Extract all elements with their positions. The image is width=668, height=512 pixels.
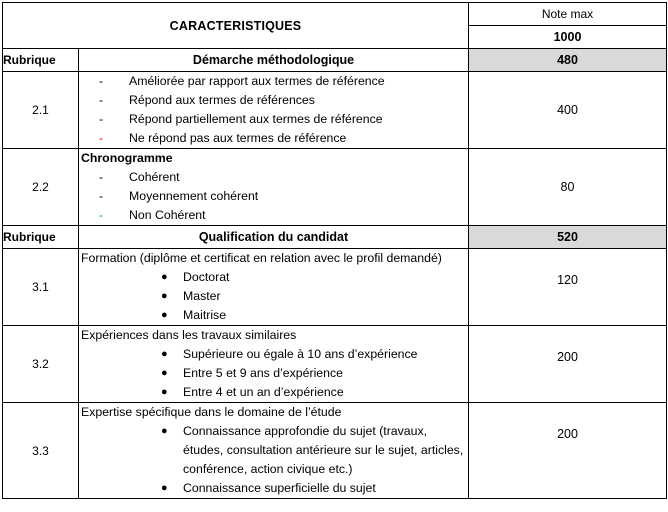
criteria-list-3-1 bbox=[79, 268, 468, 325]
row-number-2-2: 2.2 bbox=[3, 149, 79, 226]
dash-marker-icon: - bbox=[99, 170, 104, 184]
list-item bbox=[79, 268, 468, 287]
bullet-dot-icon: ● bbox=[161, 347, 168, 360]
table-row bbox=[3, 249, 667, 326]
criterion-text: Maitrise bbox=[183, 308, 227, 322]
row-number-2-1: 2.1 bbox=[3, 72, 79, 149]
row-lead-text-3-1: Formation (diplôme et certificat en relation avec le profil demandé) bbox=[81, 251, 442, 265]
bullet-dot-icon: ● bbox=[161, 289, 168, 302]
criteria-list-3-3 bbox=[79, 422, 468, 498]
list-item bbox=[79, 91, 468, 110]
list-item bbox=[79, 168, 468, 187]
dash-marker-icon: - bbox=[99, 112, 104, 126]
criterion-text: Répond aux termes de références bbox=[129, 93, 315, 107]
banner-title-1: Démarche méthodologique bbox=[79, 49, 469, 72]
header-note-max-total: 1000 bbox=[469, 26, 667, 49]
table-row bbox=[3, 403, 667, 499]
row-lead-text-3-3: Expertise spécifique dans le domaine de l’étude bbox=[81, 405, 342, 419]
criterion-text: Entre 5 et 9 ans d’expérience bbox=[183, 366, 343, 380]
table-row bbox=[3, 72, 667, 149]
row-number-3-2: 3.2 bbox=[3, 326, 79, 403]
row-lead-text-3-2: Expériences dans les travaux similaires bbox=[81, 328, 297, 342]
list-item bbox=[79, 129, 468, 148]
banner-score-2: 520 bbox=[469, 226, 667, 249]
banner-title-2: Qualification du candidat bbox=[79, 226, 469, 249]
table-row bbox=[3, 326, 667, 403]
criteria-list-2-1 bbox=[79, 72, 468, 148]
row-note-3-3: 200 bbox=[469, 403, 667, 499]
criterion-text: Master bbox=[183, 289, 221, 303]
banner-rubrique-label-2: Rubrique bbox=[3, 226, 79, 249]
row-content-2-2 bbox=[79, 149, 469, 226]
criterion-text: Améliorée par rapport aux termes de référence bbox=[129, 74, 385, 88]
criterion-text: Entre 4 et un an d’expérience bbox=[183, 385, 344, 399]
bullet-dot-icon: ● bbox=[161, 385, 168, 398]
list-item bbox=[79, 110, 468, 129]
dash-marker-icon: - bbox=[99, 93, 104, 107]
row-note-2-2: 80 bbox=[469, 149, 667, 226]
criterion-text: Non Cohérent bbox=[129, 208, 206, 222]
row-content-3-1 bbox=[79, 249, 469, 326]
header-row-caracteristiques bbox=[3, 3, 667, 26]
criterion-text: Moyennement cohérent bbox=[129, 189, 259, 203]
criterion-text: Ne répond pas aux termes de référence bbox=[129, 131, 347, 145]
table-row bbox=[3, 149, 667, 226]
criterion-text: Doctorat bbox=[183, 270, 230, 284]
row-lead-text-2-2: Chronogramme bbox=[81, 151, 173, 165]
criterion-text: Cohérent bbox=[129, 170, 180, 184]
criterion-text: Connaissance approfondie du sujet (travaux, études, consultation antérieure sur le sujet, articles, conférence, action civique etc.) bbox=[183, 424, 464, 476]
bullet-dot-icon: ● bbox=[161, 270, 168, 283]
list-item bbox=[79, 383, 468, 402]
bullet-dot-icon: ● bbox=[161, 366, 168, 379]
criterion-text: Supérieure ou égale à 10 ans d’expérience bbox=[183, 347, 418, 361]
row-number-3-3: 3.3 bbox=[3, 403, 79, 499]
criteria-list-2-2 bbox=[79, 168, 468, 225]
list-item bbox=[79, 345, 468, 364]
row-note-2-1: 400 bbox=[469, 72, 667, 149]
row-number-3-1: 3.1 bbox=[3, 249, 79, 326]
criterion-text: Connaissance superficielle du sujet bbox=[183, 481, 376, 495]
row-content-3-3 bbox=[79, 403, 469, 499]
list-item bbox=[79, 306, 468, 325]
list-item bbox=[79, 479, 468, 498]
banner-score-1: 480 bbox=[469, 49, 667, 72]
list-item bbox=[79, 187, 468, 206]
bullet-dot-icon: ● bbox=[161, 308, 168, 321]
row-content-2-1 bbox=[79, 72, 469, 149]
dash-marker-icon: - bbox=[99, 74, 104, 88]
list-item bbox=[79, 72, 468, 91]
criteria-list-3-2 bbox=[79, 345, 468, 402]
list-item bbox=[79, 206, 468, 225]
list-item bbox=[79, 287, 468, 306]
section-banner-row bbox=[3, 49, 667, 72]
list-item bbox=[79, 364, 468, 383]
row-content-3-2 bbox=[79, 326, 469, 403]
header-caracteristiques: CARACTERISTIQUES bbox=[3, 3, 469, 49]
bullet-dot-icon: ● bbox=[161, 424, 168, 437]
dash-marker-icon: - bbox=[99, 189, 104, 203]
dash-marker-icon-red: - bbox=[99, 131, 104, 145]
evaluation-table bbox=[2, 2, 667, 499]
bullet-dot-icon: ● bbox=[161, 481, 168, 494]
header-note-max-label: Note max bbox=[469, 3, 667, 26]
row-note-3-1: 120 bbox=[469, 249, 667, 326]
banner-rubrique-label-1: Rubrique bbox=[3, 49, 79, 72]
section-banner-row bbox=[3, 226, 667, 249]
dash-marker-icon-green: - bbox=[99, 208, 104, 222]
criterion-text: Répond partiellement aux termes de référence bbox=[129, 112, 383, 126]
list-item bbox=[79, 422, 468, 479]
row-note-3-2: 200 bbox=[469, 326, 667, 403]
